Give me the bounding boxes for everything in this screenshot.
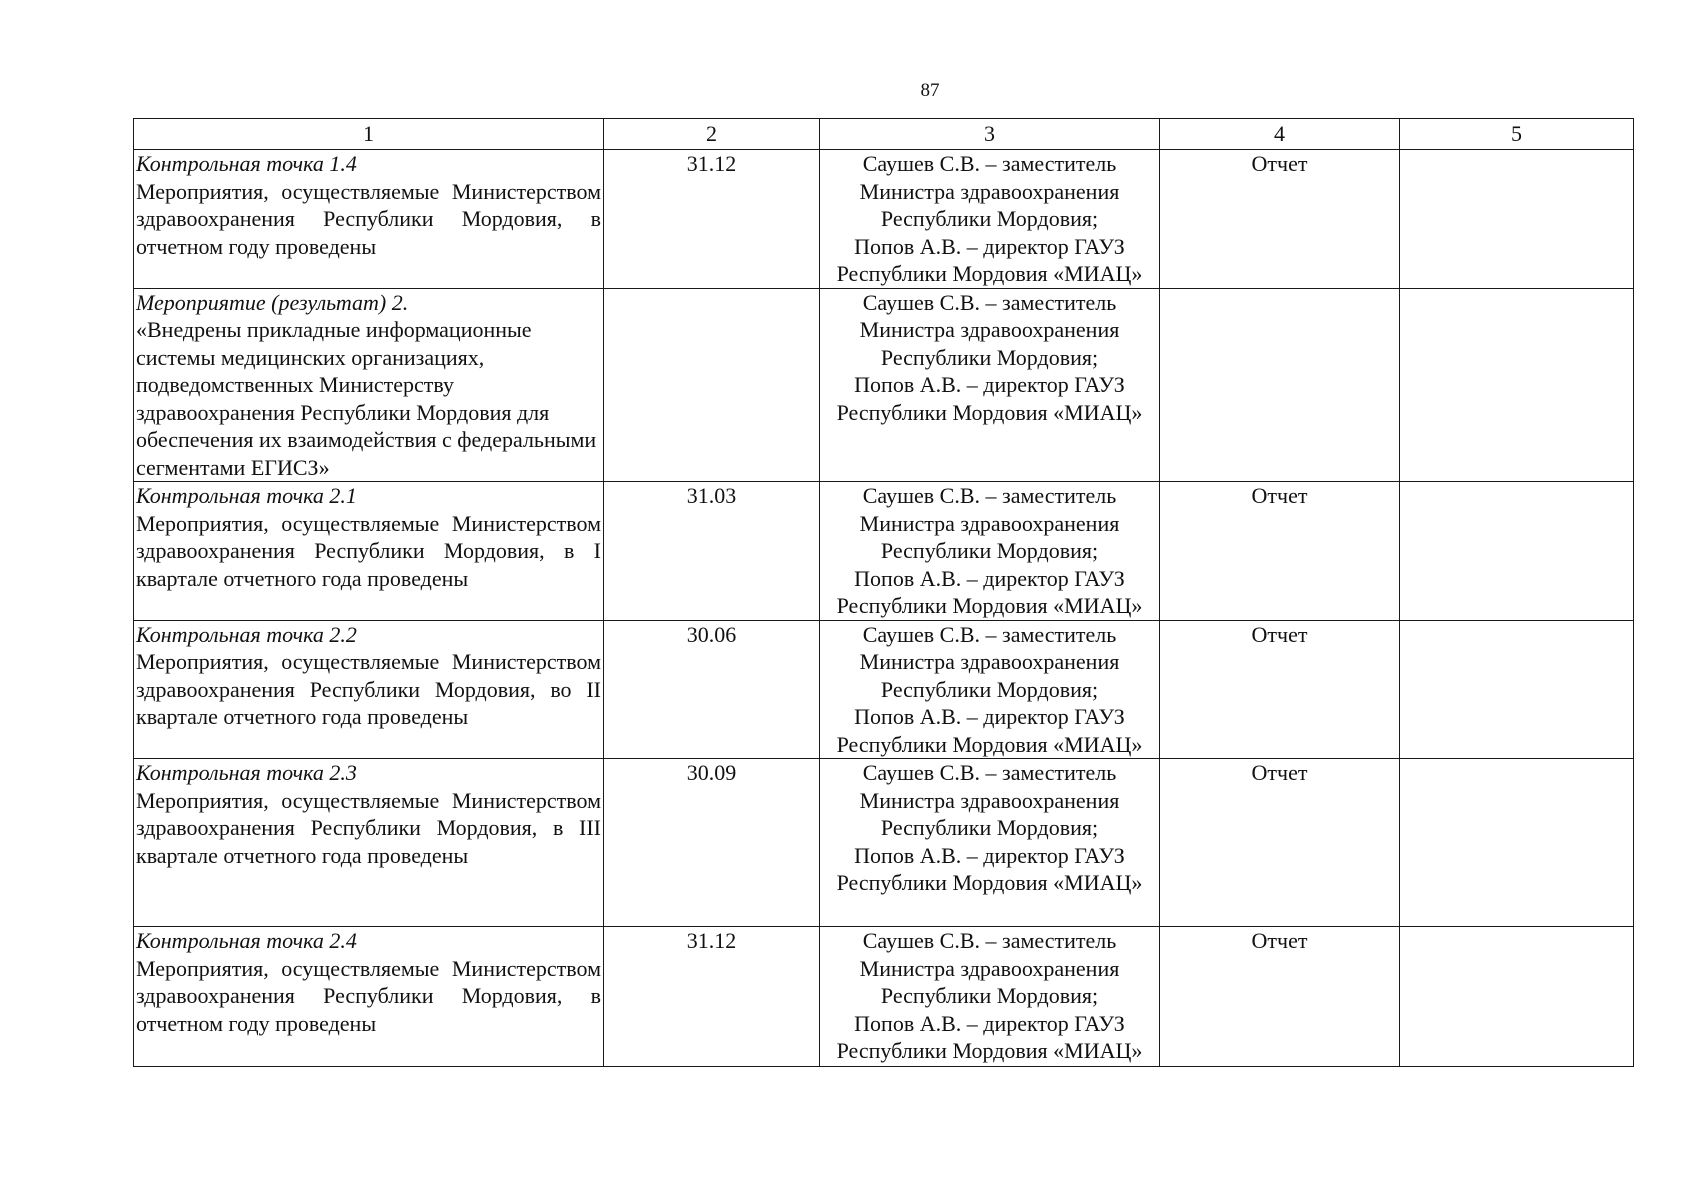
deadline-cell: 30.09 xyxy=(604,759,820,927)
column-5-cell xyxy=(1400,620,1634,759)
responsible-cell: Саушев С.В. – заместитель Министра здравоохранения Республики Мордовия; Попов А.В. – директор ГАУЗ Республики Мордовия «МИАЦ» xyxy=(820,482,1160,621)
item-description: Мероприятия, осуществляемые Министерством здравоохранения Республики Мордовия, в I квартале отчетного года проведены xyxy=(136,510,601,591)
page-number: 87 xyxy=(920,80,940,101)
item-title: Контрольная точка 2.3 xyxy=(136,760,357,785)
responsible-cell: Саушев С.В. – заместитель Министра здравоохранения Республики Мордовия; Попов А.В. – директор ГАУЗ Республики Мордовия «МИАЦ» xyxy=(820,620,1160,759)
table-row xyxy=(134,150,1634,289)
item-description: Мероприятия, осуществляемые Министерством здравоохранения Республики Мордовия, в отчетном году проведены xyxy=(136,955,601,1036)
table-row xyxy=(134,620,1634,759)
header-col-5: 5 xyxy=(1400,119,1634,150)
deadline-cell xyxy=(604,288,820,482)
header-col-3: 3 xyxy=(820,119,1160,150)
item-cell xyxy=(134,927,604,1067)
document-cell xyxy=(1160,288,1400,482)
item-title: Контрольная точка 2.2 xyxy=(136,621,357,647)
document-cell: Отчет xyxy=(1160,620,1400,759)
table-row xyxy=(134,288,1634,482)
responsible-cell: Саушев С.В. – заместитель Министра здравоохранения Республики Мордовия; Попов А.В. – директор ГАУЗ Республики Мордовия «МИАЦ» xyxy=(820,927,1160,1067)
deadline-cell: 30.06 xyxy=(604,620,820,759)
table-row xyxy=(134,759,1634,927)
column-5-cell xyxy=(1400,759,1634,927)
deadline-cell: 31.03 xyxy=(604,482,820,621)
document-cell: Отчет xyxy=(1160,482,1400,621)
responsible-cell: Саушев С.В. – заместитель Министра здравоохранения Республики Мордовия; Попов А.В. – директор ГАУЗ Республики Мордовия «МИАЦ» xyxy=(820,288,1160,482)
item-cell xyxy=(134,482,604,621)
header-col-1: 1 xyxy=(134,119,604,150)
responsible-cell: Саушев С.В. – заместитель Министра здравоохранения Республики Мордовия; Попов А.В. – директор ГАУЗ Республики Мордовия «МИАЦ» xyxy=(820,150,1160,289)
item-description: «Внедрены прикладные информационные системы медицинских организациях, подведомственных Министерству здравоохранения Республики Мордовия для обеспечения их взаимодействия с федеральными сегментами ЕГИСЗ» xyxy=(136,317,597,480)
header-row xyxy=(134,119,1634,150)
item-description: Мероприятия, осуществляемые Министерством здравоохранения Республики Мордовия, в отчетном году проведены xyxy=(136,178,601,259)
item-cell xyxy=(134,288,604,482)
deadline-cell: 31.12 xyxy=(604,927,820,1067)
document-cell: Отчет xyxy=(1160,927,1400,1067)
table-row xyxy=(134,482,1634,621)
responsible-cell: Саушев С.В. – заместитель Министра здравоохранения Республики Мордовия; Попов А.В. – директор ГАУЗ Республики Мордовия «МИАЦ» xyxy=(820,759,1160,927)
item-title: Контрольная точка 1.4 xyxy=(136,151,357,176)
item-description: Мероприятия, осуществляемые Министерством здравоохранения Республики Мордовия, во II квартале отчетного года проведены xyxy=(136,649,601,729)
column-5-cell xyxy=(1400,927,1634,1067)
deadline-cell: 31.12 xyxy=(604,150,820,289)
item-title: Контрольная точка 2.4 xyxy=(136,928,357,953)
item-title: Контрольная точка 2.1 xyxy=(136,483,357,508)
header-col-4: 4 xyxy=(1160,119,1400,150)
document-cell: Отчет xyxy=(1160,150,1400,289)
table-row xyxy=(134,927,1634,1067)
header-col-2: 2 xyxy=(604,119,820,150)
item-cell xyxy=(134,620,604,759)
item-title: Мероприятие (результат) 2. xyxy=(136,289,409,315)
column-5-cell xyxy=(1400,150,1634,289)
item-cell xyxy=(134,759,604,927)
column-5-cell xyxy=(1400,482,1634,621)
document-cell: Отчет xyxy=(1160,759,1400,927)
item-cell xyxy=(134,150,604,289)
plan-table xyxy=(133,118,1634,1067)
column-5-cell xyxy=(1400,288,1634,482)
item-description: Мероприятия, осуществляемые Министерством здравоохранения Республики Мордовия, в III квартале отчетного года проведены xyxy=(136,787,601,868)
